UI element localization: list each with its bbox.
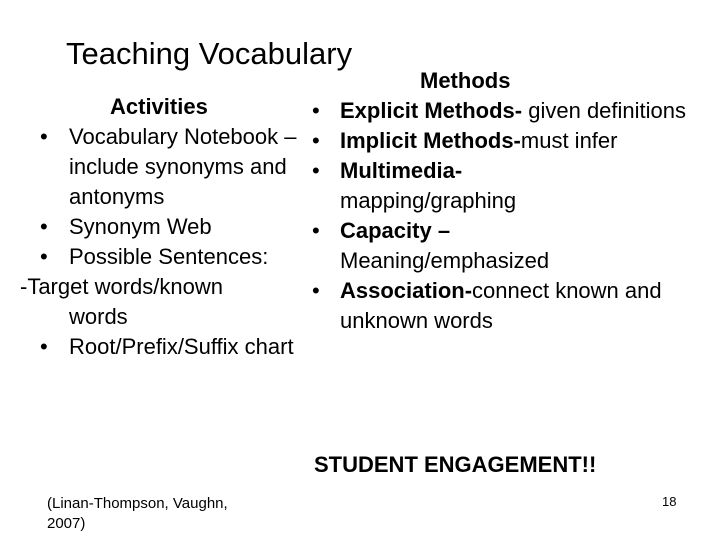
- activity-text: Root/Prefix/Suffix chart: [69, 334, 294, 359]
- student-engagement-text: STUDENT ENGAGEMENT!!: [314, 452, 597, 477]
- activity-text: Possible Sentences:: [69, 244, 269, 269]
- methods-list: [300, 96, 710, 336]
- bullet-icon: •: [312, 128, 320, 153]
- bullet-icon: •: [312, 278, 320, 303]
- bullet-icon: •: [40, 214, 48, 239]
- list-item: [300, 276, 710, 336]
- bullet-icon: •: [40, 124, 48, 149]
- bullet-icon: •: [40, 334, 48, 359]
- method-text: Meaning/emphasized: [340, 248, 550, 273]
- activity-plain-line-cont: words: [69, 304, 128, 329]
- method-text: mapping/graphing: [340, 188, 517, 213]
- list-item: [40, 242, 310, 272]
- page-number: 18: [662, 494, 677, 509]
- activities-list: [40, 122, 310, 272]
- method-name: Association-: [340, 278, 473, 303]
- methods-column: [300, 66, 710, 336]
- method-text: must infer: [520, 128, 618, 153]
- bullet-icon: •: [312, 218, 320, 243]
- list-item: [40, 332, 310, 362]
- activities-column: [20, 92, 310, 362]
- list-item: [300, 216, 620, 276]
- bullet-icon: •: [312, 98, 320, 123]
- methods-heading: Methods: [420, 68, 511, 93]
- activity-text: Synonym Web: [69, 214, 212, 239]
- list-item: [40, 122, 310, 212]
- list-item: [300, 126, 710, 156]
- method-text: given definitions: [522, 98, 687, 123]
- activity-plain-line: -Target words/known: [20, 274, 223, 299]
- method-name: Implicit Methods-: [340, 128, 521, 153]
- bullet-icon: •: [312, 158, 320, 183]
- activities-heading: Activities: [110, 94, 208, 119]
- method-text: connect known and unknown words: [340, 278, 662, 333]
- method-name: Capacity –: [340, 218, 451, 243]
- bullet-icon: •: [40, 244, 48, 269]
- method-name: Explicit Methods-: [340, 98, 523, 123]
- list-item: [40, 212, 310, 242]
- list-item: [300, 96, 710, 126]
- method-name: Multimedia-: [340, 158, 463, 183]
- list-item: [300, 156, 630, 216]
- activity-text: Vocabulary Notebook –include synonyms and antonyms: [69, 124, 297, 209]
- activities-list-cont: [40, 332, 310, 362]
- citation: (Linan-Thompson, Vaughn, 2007): [47, 495, 228, 532]
- slide-title: Teaching Vocabulary: [66, 36, 353, 71]
